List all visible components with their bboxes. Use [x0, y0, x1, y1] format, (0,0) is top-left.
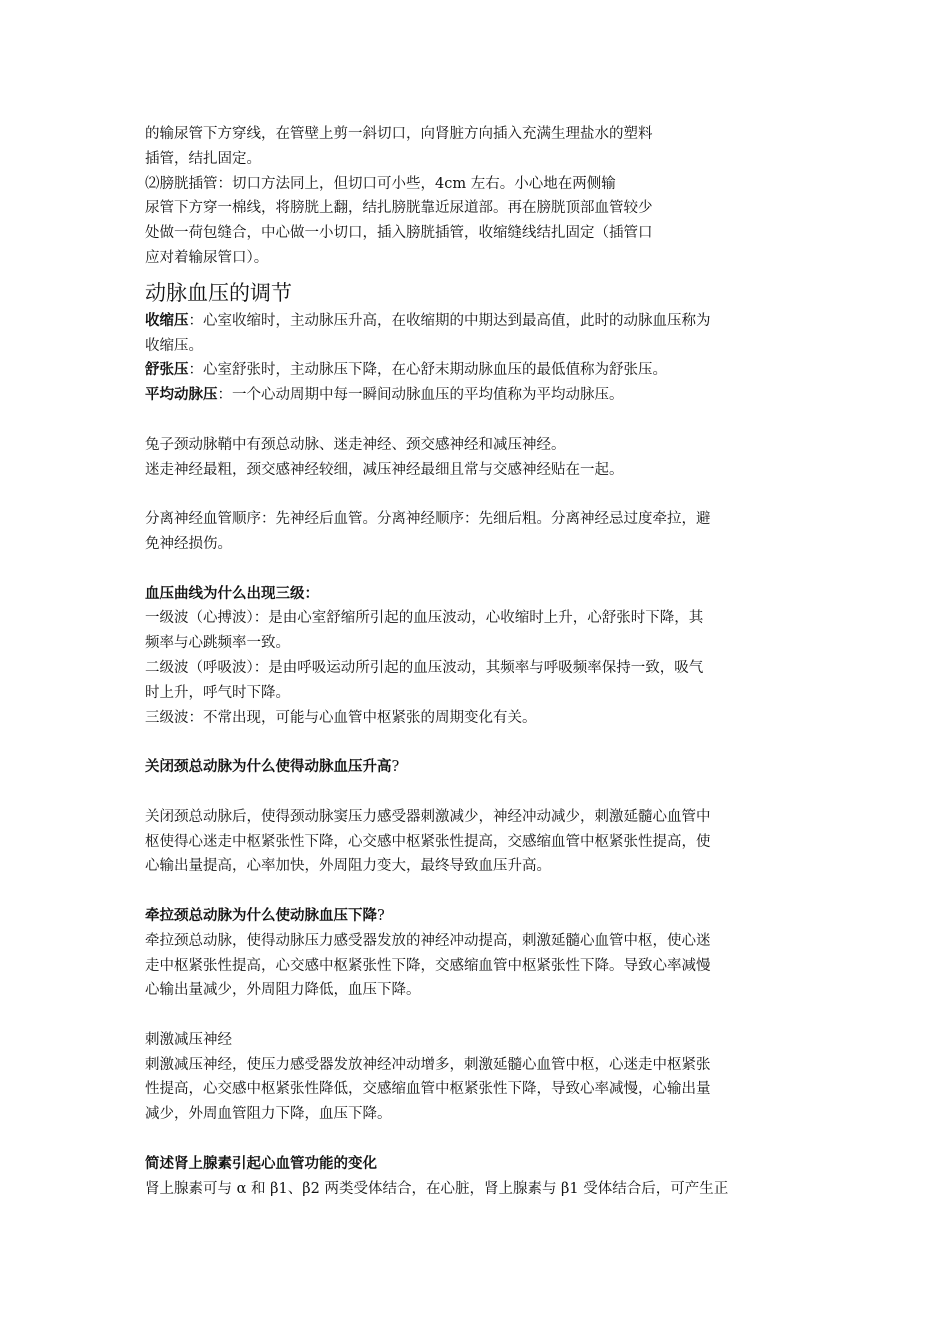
text-line: 兔子颈动脉鞘中有颈总动脉、迷走神经、颈交感神经和减压神经。 [145, 436, 566, 453]
text-line: 刺激减压神经，使压力感受器发放神经冲动增多，刺激延髓心血管中枢，心迷走中枢紧张 [145, 1056, 711, 1073]
text-line: 插管，结扎固定。 [145, 150, 261, 167]
text-line: 二级波（呼吸波）：是由呼吸运动所引起的血压波动，其频率与呼吸频率保持一致，吸气 [145, 659, 704, 676]
blank-line [145, 1003, 810, 1028]
blank-line [145, 1127, 810, 1152]
section-heading: 动脉血压的调节 [145, 280, 292, 305]
question-mark: ? [377, 907, 385, 924]
text-line: 应对着输尿管口）。 [145, 249, 269, 266]
question-text: 关闭颈总动脉为什么使得动脉血压升高 [145, 758, 392, 776]
definition-text: ：心室收缩时，主动脉压升高，在收缩期的中期达到最高值，此时的动脉血压称为 [188, 312, 711, 329]
blank-line [145, 408, 810, 433]
document-page [145, 122, 810, 1201]
pull-section [145, 904, 810, 1003]
text-line: 减少，外周血管阻力下降，血压下降。 [145, 1106, 392, 1123]
clamp-section [145, 755, 810, 879]
text-line: ⑵膀胱插管：切口方法同上，但切口可小些，4cm 左右。小心地在两侧输 [145, 175, 616, 192]
text-line: 心输出量减少，外周阻力降低，血压下降。 [145, 982, 421, 999]
text-line: 时上升，呼气时下降。 [145, 684, 290, 701]
text-line: 关闭颈总动脉后，使得颈动脉窦压力感受器刺激减少，神经冲动减少，刺激延髓心血管中 [145, 808, 711, 825]
text-line: 走中枢紧张性提高，心交感中枢紧张性下降，交感缩血管中枢紧张性下降。导致心率减慢 [145, 957, 711, 974]
subheading: 刺激减压神经 [145, 1031, 232, 1048]
text-line: 频率与心跳频率一致。 [145, 635, 290, 652]
question-text: 牵拉颈总动脉为什么使动脉血压下降 [145, 906, 377, 924]
text-line: 分离神经血管顺序：先神经后血管。分离神经顺序：先细后粗。分离神经忌过度牵拉，避 [145, 511, 711, 528]
definition-diastolic [145, 358, 810, 383]
intro-paragraph [145, 122, 810, 271]
waves-section [145, 582, 810, 731]
text-line: 心输出量提高，心率加快，外周阻力变大，最终导致血压升高。 [145, 858, 551, 875]
text-line: 尿管下方穿一棉线，将膀胱上翻，结扎膀胱靠近尿道部。再在膀胱顶部血管较少 [145, 200, 653, 217]
text-line: 肾上腺素可与 α 和 β1、β2 两类受体结合，在心脏，肾上腺素与 β1 受体结合后，可产生正 [145, 1180, 729, 1197]
definitions [145, 309, 810, 408]
question-heading [145, 755, 810, 780]
separation-paragraph [145, 507, 810, 557]
adrenaline-section [145, 1152, 810, 1202]
term-diastolic: 舒张压 [145, 361, 189, 379]
question-mark: ? [391, 759, 400, 776]
depressor-section [145, 1028, 810, 1127]
definition-text: ：一个心动周期中每一瞬间动脉血压的平均值称为平均动脉压。 [217, 387, 624, 404]
term-mean: 平均动脉压 [145, 386, 218, 404]
question-heading: 血压曲线为什么出现三级： [145, 584, 319, 602]
blank-line [145, 879, 810, 904]
text-line: 性提高，心交感中枢紧张性降低，交感缩血管中枢紧张性下降，导致心率减慢，心输出量 [145, 1081, 711, 1098]
text-line: 一级波（心搏波）：是由心室舒缩所引起的血压波动，心收缩时上升，心舒张时下降，其 [145, 610, 704, 627]
text-line: 的输尿管下方穿线，在管壁上剪一斜切口，向肾脏方向插入充满生理盐水的塑料 [145, 126, 653, 142]
text-line: 牵拉颈总动脉，使得动脉压力感受器发放的神经冲动提高，刺激延髓心血管中枢，使心迷 [145, 932, 711, 949]
blank-line [145, 780, 810, 805]
text-line: 三级波：不常出现，可能与心血管中枢紧张的周期变化有关。 [145, 709, 537, 726]
question-heading: 简述肾上腺素引起心血管功能的变化 [145, 1154, 377, 1172]
text-line: 枢使得心迷走中枢紧张性下降，心交感中枢紧张性提高，交感缩血管中枢紧张性提高，使 [145, 833, 711, 850]
definition-systolic [145, 309, 810, 334]
text-line: 迷走神经最粗，颈交感神经较细，减压神经最细且常与交感神经贴在一起。 [145, 461, 624, 478]
definition-text: ：心室舒张时，主动脉压下降，在心舒末期动脉血压的最低值称为舒张压。 [188, 362, 667, 379]
question-heading [145, 904, 810, 929]
term-systolic: 收缩压 [145, 311, 189, 329]
blank-line [145, 557, 810, 582]
nerves-paragraph [145, 433, 810, 483]
definition-mean [145, 383, 810, 408]
text-line: 免神经损伤。 [145, 535, 232, 552]
blank-line [145, 482, 810, 507]
text-line: 收缩压。 [145, 337, 203, 354]
blank-line [145, 730, 810, 755]
text-line: 处做一荷包缝合，中心做一小切口，插入膀胱插管，收缩缝线结扎固定（插管口 [145, 225, 653, 242]
